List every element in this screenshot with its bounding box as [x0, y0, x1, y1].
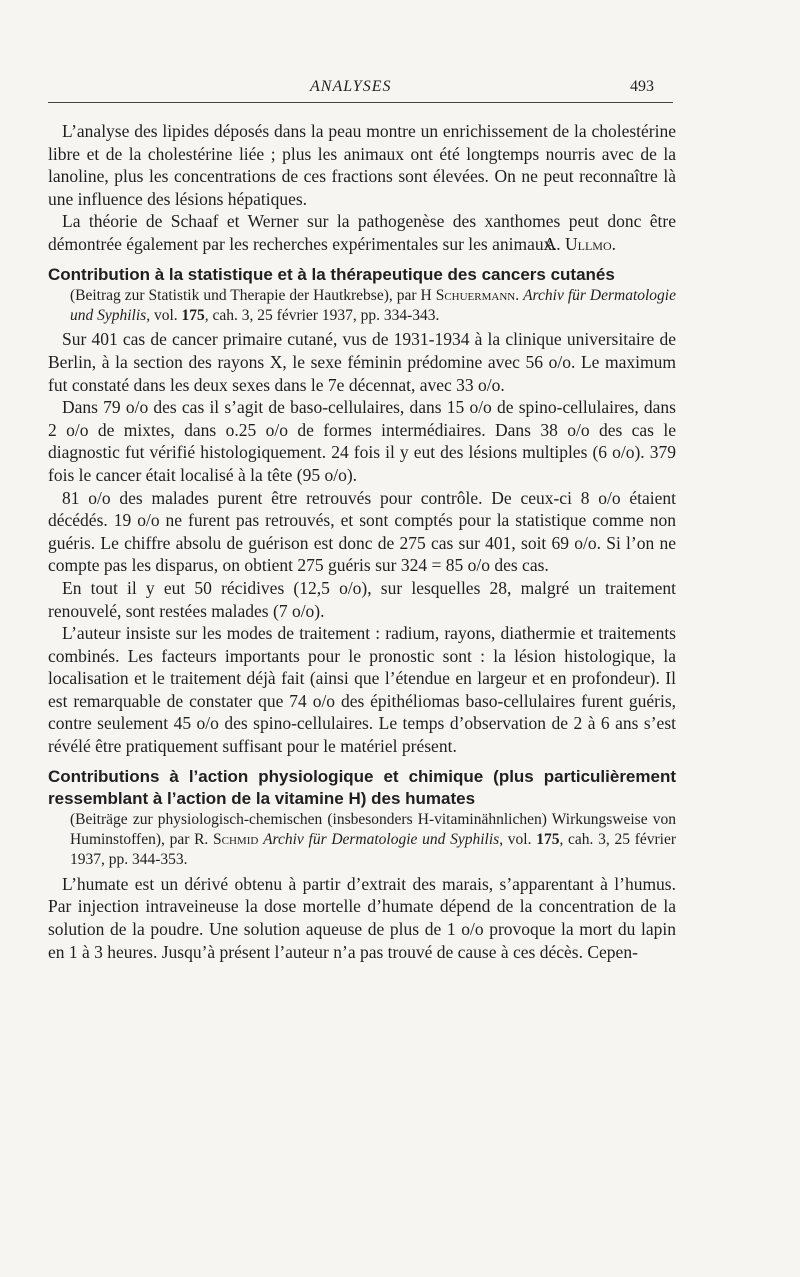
running-title: ANALYSES: [310, 78, 392, 95]
ref-author: Schuermann.: [435, 286, 520, 304]
paragraph: En tout il y eut 50 récidives (12,5 o/o), sur lesquelles 28, malgré un traitement renouvelé, sont restées malades (7 o/o).: [48, 577, 676, 621]
paragraph: L’auteur insiste sur les modes de traitement : radium, rayons, diathermie et traitements combinés. Les facteurs importants pour le pronostic sont : la lésion histologique, la localisation et le traitement déjà fait (ainsi que l’étendue en largeur et en profondeur). Il est remarquable de constater que 74 o/o des épithéliomas baso-cellulaires furent guéris, contre seulement 45 o/o des spino-cellulaires. Le temps d’observation de 2 à 6 ans s’est révélé être pratiquement suffisant pour le matériel présent.: [48, 623, 676, 757]
paragraph: Dans 79 o/o des cas il s’agit de baso-cellulaires, dans 15 o/o de spino-cellulaires, dans 2 o/o de mixtes, dans o.25 o/o de formes intermédiaires. Dans 38 o/o des cas le diagnostic fut vérifié histologiquement. 24 fois il y eut des lésions multiples (6 o/o). 379 fois le cancer était localisé à la tête (95 o/o).: [48, 397, 676, 485]
ref-journal: Archiv für Dermatologie und Syphilis: [70, 286, 676, 324]
article-title: Contributions à l’action physiologique et chimique (plus particulièrement ressemblant à l’action de la vitamine H) des humates: [48, 766, 676, 808]
signature-name: A. Ullmo.: [543, 233, 616, 254]
running-head: [48, 78, 668, 100]
paragraph: L’humate est un dérivé obtenu à partir d’extrait des marais, s’apparentant à l’humus. Par injection intraveineuse la dose mortelle d’humate dépend de la concentration de la solution de la poudre. Une solution aqueuse de plus de 1 o/o provoque la mort du lapin en 1 à 3 heures. Jusqu’à présent l’auteur n’a pas trouvé de cause à ces décès. Cepen-: [48, 873, 676, 962]
page-body: [48, 120, 676, 963]
article-title: Contribution à la statistique et à la thérapeutique des cancers cutanés: [48, 264, 615, 284]
page-number: 493: [630, 78, 654, 95]
paragraph: La théorie de Schaaf et Werner sur la pathogenèse des xanthomes peut donc être démontrée également par les recherches expérimentales sur les animaux.: [48, 211, 676, 254]
ref-mid: , vol.: [499, 831, 537, 849]
ref-mid: , vol.: [146, 306, 182, 324]
header-rule: [48, 102, 673, 103]
ref-suffix: , cah. 3, 25 février 1937, pp. 334-343.: [204, 306, 440, 324]
paragraph: Sur 401 cas de cancer primaire cutané, vus de 1931-1934 à la clinique universitaire de Berlin, à la section des rayons X, le sexe féminin prédomine avec 56 o/o. Le maximum fut constaté dans les deux sexes dans le 7e décennat, avec 33 o/o.: [48, 329, 676, 395]
ref-prefix: (Beitrag zur Statistik und Therapie der Hautkrebse), par H: [70, 286, 436, 304]
ref-author: Schmid: [213, 831, 259, 849]
ref-volume: 175: [181, 306, 205, 324]
article-reference: [70, 286, 676, 327]
ref-suffix: , cah. 3, 25 février 1937, pp. 344-353.: [70, 831, 677, 869]
article-reference: [70, 810, 676, 871]
ref-volume: 175: [536, 831, 560, 849]
ref-prefix: (Beiträge zur physiologisch-chemischen (insbesonders H-vitaminähnlichen) Wirkungsweise von Huminstoffen), par R.: [70, 810, 676, 849]
ref-journal: Archiv für Dermatologie und Syphilis: [263, 831, 500, 849]
paragraph: L’analyse des lipides déposés dans la peau montre un enrichissement de la cholestérine libre et de la cholestérine liée ; plus les animaux ont été longtemps nourris avec de la lanoline, plus les concentrations de ces fractions sont élevées. On ne peut reconnaître là une influence des lésions hépatiques.: [48, 121, 676, 209]
paragraph: 81 o/o des malades purent être retrouvés pour contrôle. De ceux-ci 8 o/o étaient décédés. 19 o/o ne furent pas retrouvés, et sont comptés pour la statistique comme non guéris. Le chiffre absolu de guérison est donc de 275 cas sur 401, soit 69 o/o. Si l’on ne compte pas les disparus, on obtient 275 guéris sur 324 = 85 o/o des cas.: [48, 487, 676, 576]
